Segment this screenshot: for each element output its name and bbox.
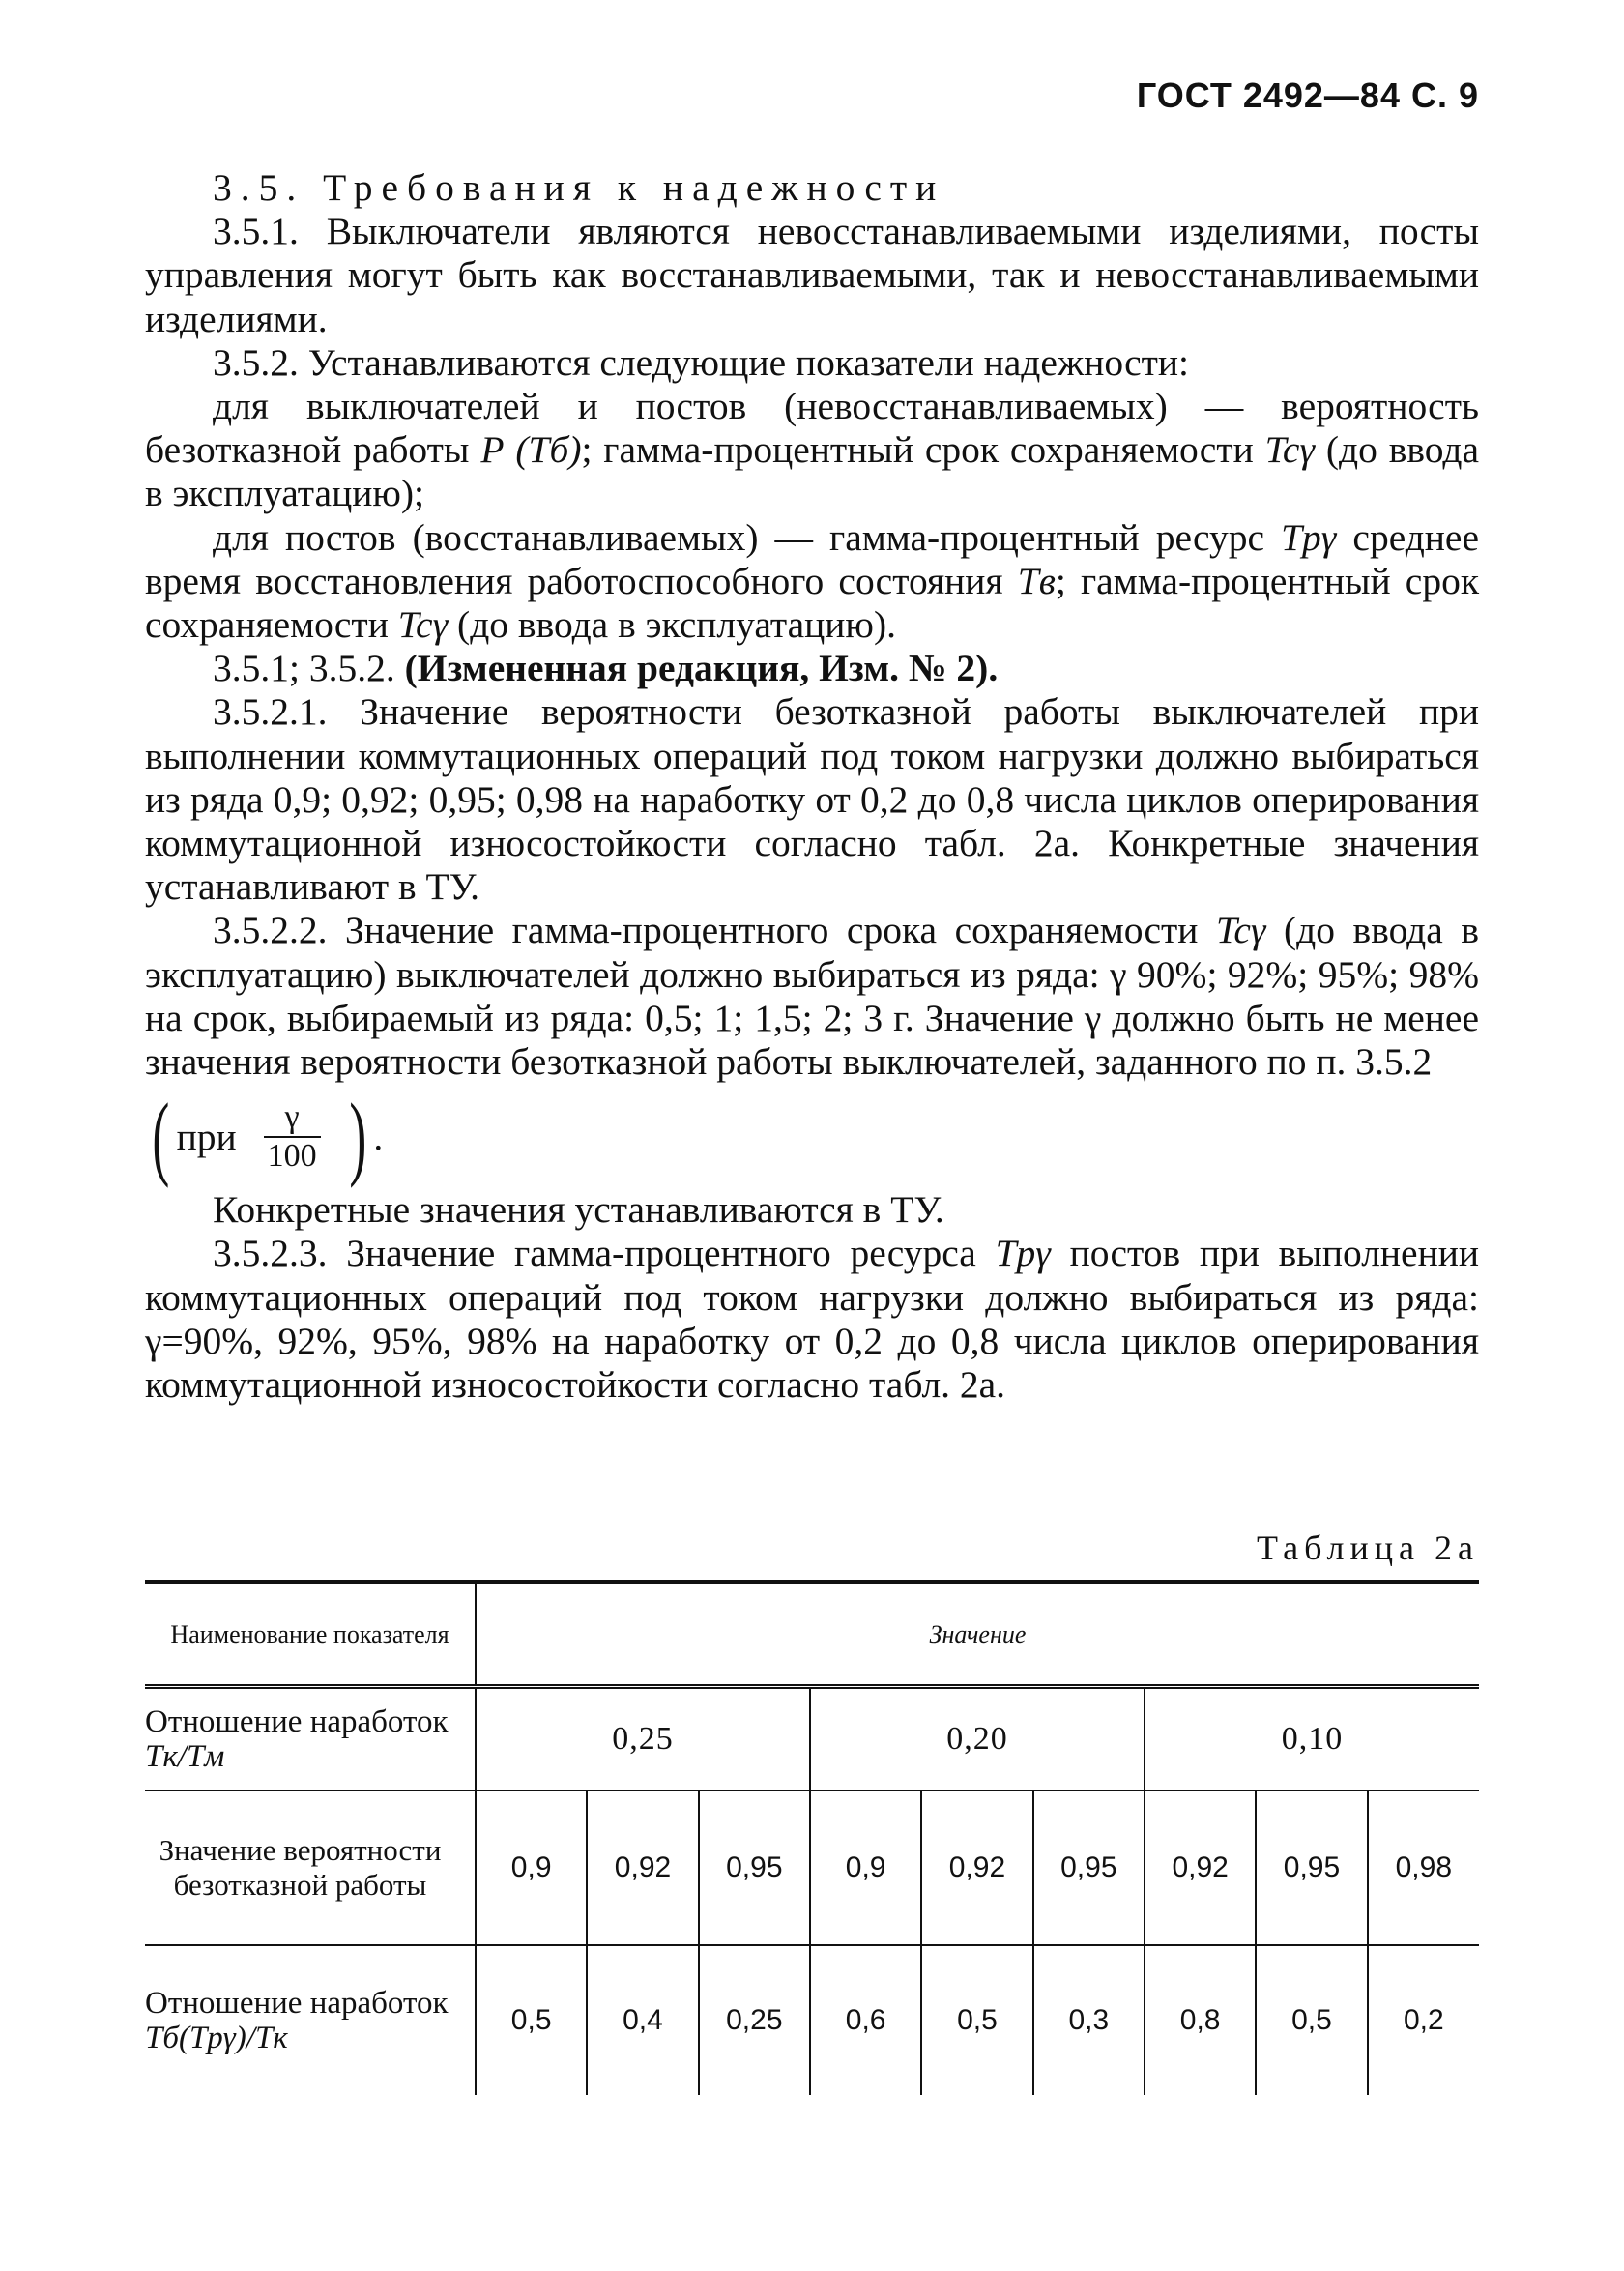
symbol-Tcg-3: Tcγ: [1216, 909, 1266, 952]
table-cell: 0,10: [1145, 1687, 1479, 1791]
table-cell: 0,25: [699, 1945, 810, 2095]
symbol-Trg-2: Tpγ: [995, 1232, 1051, 1275]
paragraph-3-5-2-2-end: Конкретные значения устанавливаются в ТУ.: [213, 1188, 944, 1232]
symbol-Tcg-2: Tcγ: [397, 603, 449, 647]
table-cell: 0,6: [810, 1945, 921, 2095]
fraction-prefix: при: [176, 1115, 237, 1158]
fraction-numerator: γ: [264, 1099, 321, 1138]
fraction-expression: ( при $\frac{\gamma}{100}$ ) .: [152, 1085, 384, 1190]
table-row: [145, 1687, 1479, 1791]
table-cell: 0,95: [1033, 1791, 1145, 1945]
paragraph-3-5-2: 3.5.2. Устанавливаются следующие показатели надежности:: [213, 340, 1189, 384]
table-cell: 0,5: [1256, 1945, 1367, 2095]
page-header: ГОСТ 2492—84 С. 9: [1136, 75, 1479, 115]
header-name: Наименование показателя: [145, 1582, 476, 1687]
table-cell: 0,8: [1145, 1945, 1256, 2095]
table-cell: 0,20: [810, 1687, 1145, 1791]
table-cell: 0,95: [1256, 1791, 1367, 1945]
paragraph-3-5-2-a: для выключателей и постов (невосстанавливаемых) — вероятность безотказной работы P (Tб); гамма-процентный срок сохраняемости Tcγ (до ввода в эксплуатацию);: [145, 385, 1480, 515]
table-cell: 0,3: [1033, 1945, 1145, 2095]
symbol-Trg: Tpγ: [1281, 515, 1337, 559]
symbol-Tcg: Tcγ: [1264, 428, 1316, 472]
row-label: Отношение наработок Tб(Tpγ)/Tк: [145, 1945, 476, 2095]
table-cell: 0,4: [587, 1945, 698, 2095]
table-cell: 0,92: [587, 1791, 698, 1945]
section-heading: 3.5. Требования к надежности: [213, 166, 945, 209]
table-header-row: [145, 1582, 1479, 1687]
fraction-denominator: 100: [267, 1138, 317, 1175]
table-cell: 0,9: [810, 1791, 921, 1945]
table-2a: [145, 1580, 1479, 2095]
table-cell: 0,5: [921, 1945, 1032, 2095]
table-cell: 0,92: [921, 1791, 1032, 1945]
symbol-P: P: [480, 428, 505, 472]
table-caption: Таблица 2а: [1257, 1529, 1479, 1567]
table-cell: 0,92: [1145, 1791, 1256, 1945]
row-label: Значение вероятности безотказной работы: [145, 1791, 476, 1945]
table-cell: 0,25: [476, 1687, 810, 1791]
amendment-note-bold: (Измененная редакция, Изм. № 2).: [404, 647, 999, 690]
paragraph-3-5-2-2: 3.5.2.2. Значение гамма-процентного срока сохраняемости Tcγ (до ввода в эксплуатацию) выключателей должно выбираться из ряда: γ 90%; 92%; 95%; 98% на срок, выбираемый из ряда: 0,5; 1; 1,5; 2; 3 г. Значение γ должно быть не менее значения вероятности безотказной работы выключателей, заданного по п. 3.5.2: [145, 909, 1480, 1084]
paragraph-3-5-1: 3.5.1. Выключатели являются невосстанавливаемыми изделиями, посты управления могут быть как восстанавливаемыми, так и невосстанавливаемыми изделиями.: [145, 210, 1479, 340]
document-body: [145, 166, 1479, 1407]
table-cell: 0,2: [1368, 1945, 1479, 2095]
paragraph-3-5-2-1: 3.5.2.1. Значение вероятности безотказной работы выключателей при выполнении коммутационных операций под током нагрузки должно выбираться из ряда 0,9; 0,92; 0,95; 0,98 на наработку от 0,2 до 0,8 числа циклов оперирования коммутационной износостойкости согласно табл. 2а. Конкретные значения устанавливают в ТУ.: [145, 690, 1479, 909]
row-label: Отношение наработок Tк/Tм: [145, 1687, 476, 1791]
table-cell: 0,9: [476, 1791, 587, 1945]
table-row: [145, 1791, 1479, 1945]
amendment-note: 3.5.1; 3.5.2. (Измененная редакция, Изм. № 2).: [213, 647, 999, 690]
table-cell: 0,95: [699, 1791, 810, 1945]
table-cell: 0,98: [1368, 1791, 1479, 1945]
symbol-Tv: Tв: [1017, 559, 1056, 602]
header-value: Значение: [476, 1582, 1479, 1687]
symbol-Tb: (Tб): [515, 428, 582, 472]
paragraph-3-5-2-b: для постов (восстанавливаемых) — гамма-процентный ресурс Tpγ среднее время восстановления работоспособного состояния Tв; гамма-процентный срок сохраняемости Tcγ (до ввода в эксплуатацию).: [145, 515, 1480, 647]
table-cell: 0,5: [476, 1945, 587, 2095]
table-row: [145, 1945, 1479, 2095]
fraction: [252, 1099, 333, 1175]
paragraph-3-5-2-3: 3.5.2.3. Значение гамма-процентного ресурса Tpγ постов при выполнении коммутационных операций под током нагрузки должно выбираться из ряда: γ=90%, 92%, 95%, 98% на наработку от 0,2 до 0,8 числа циклов оперирования коммутационной износостойкости согласно табл. 2а.: [145, 1232, 1479, 1407]
